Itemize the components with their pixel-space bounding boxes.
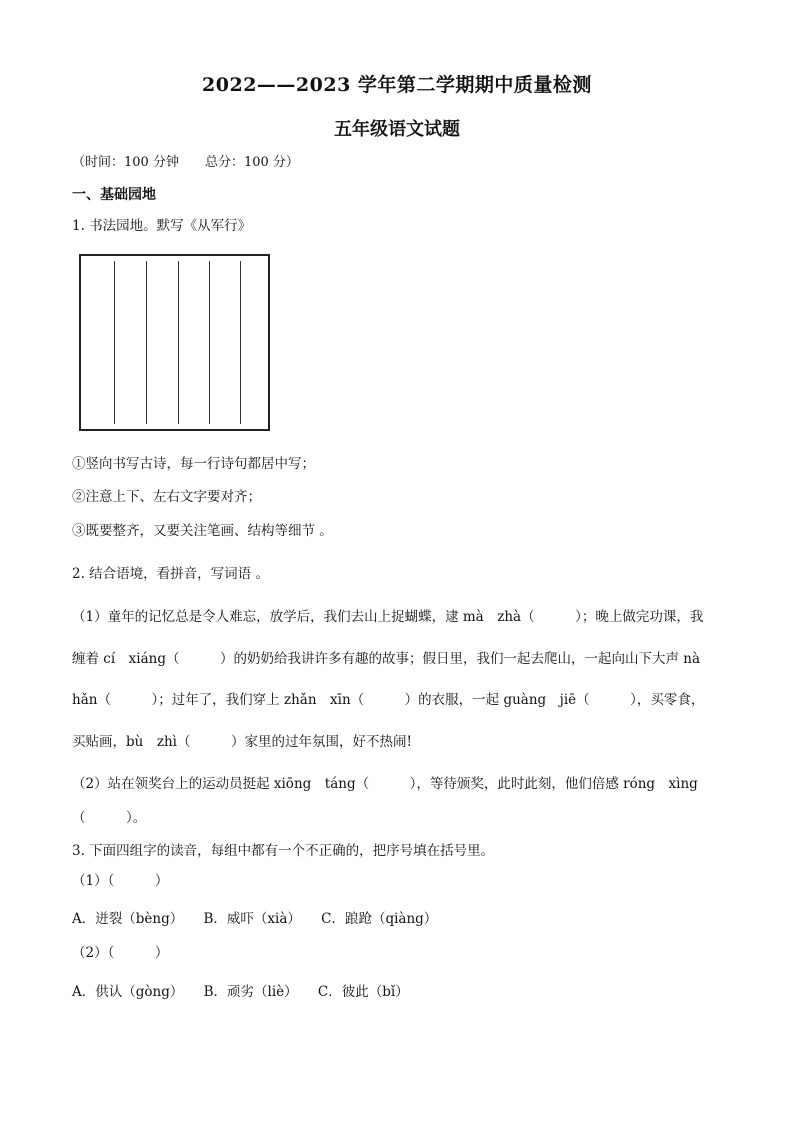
rule-item: ②注意上下、左右文字要对齐； xyxy=(72,489,261,505)
question-3-prompt: 3. 下面四组字的读音，每组中都有一个不正确的，把序号填在括号里。 xyxy=(72,843,495,859)
grid-line xyxy=(114,261,115,424)
exam-meta: （时间：100 分钟 总分：100 分） xyxy=(72,155,299,170)
question-2-line: （2）站在领奖台上的运动员挺起 xiōng táng（ ），等待颁奖，此时此刻，他们倍感 róng xìng xyxy=(72,776,698,792)
question-3-options1: A．迸裂（bèng） B．威吓（xià） C．踉跄（qiàng） xyxy=(72,911,438,927)
section-heading: 一、基础园地 xyxy=(72,187,156,203)
question-2-line: （1）童年的记忆总是令人难忘，放学后，我们去山上捉蝴蝶，逮 mà zhà（ ）；晚上做完功课，我 xyxy=(72,609,704,625)
exam-subtitle: 五年级语文试题 xyxy=(334,119,460,140)
question-3-sub2: （2）（ ） xyxy=(72,945,169,961)
question-2-line: （ ）。 xyxy=(72,810,147,826)
question-2-prompt: 2. 结合语境，看拼音，写词语 。 xyxy=(72,566,269,582)
question-2-line: hǎn（ ）；过年了，我们穿上 zhǎn xīn（ ）的衣服，一起 guàng jiē（ ），买零食， xyxy=(72,692,705,708)
grid-line xyxy=(178,261,179,424)
question-1-prompt: 1. 书法园地。默写《从军行》 xyxy=(72,218,252,234)
question-2-line: 买贴画，bù zhì（ ）家里的过年氛围，好不热闹! xyxy=(72,734,412,750)
grid-line xyxy=(209,261,210,424)
question-3-sub1: （1）（ ） xyxy=(72,873,169,889)
exam-title: 2022——2023 学年第二学期期中质量检测 xyxy=(202,74,592,96)
writing-grid[interactable] xyxy=(79,254,270,431)
grid-line xyxy=(240,261,241,424)
question-2-line: 缠着 cí xiáng（ ）的奶奶给我讲许多有趣的故事；假日里，我们一起去爬山，一起向山下大声 nà xyxy=(72,651,701,667)
rule-item: ①竖向书写古诗，每一行诗句都居中写； xyxy=(72,456,315,472)
rule-item: ③既要整齐，又要关注笔画、结构等细节 。 xyxy=(72,523,333,539)
grid-line xyxy=(146,261,147,424)
question-3-options2: A．供认（gòng） B．顽劣（liè） C．彼此（bǐ） xyxy=(72,984,409,1000)
